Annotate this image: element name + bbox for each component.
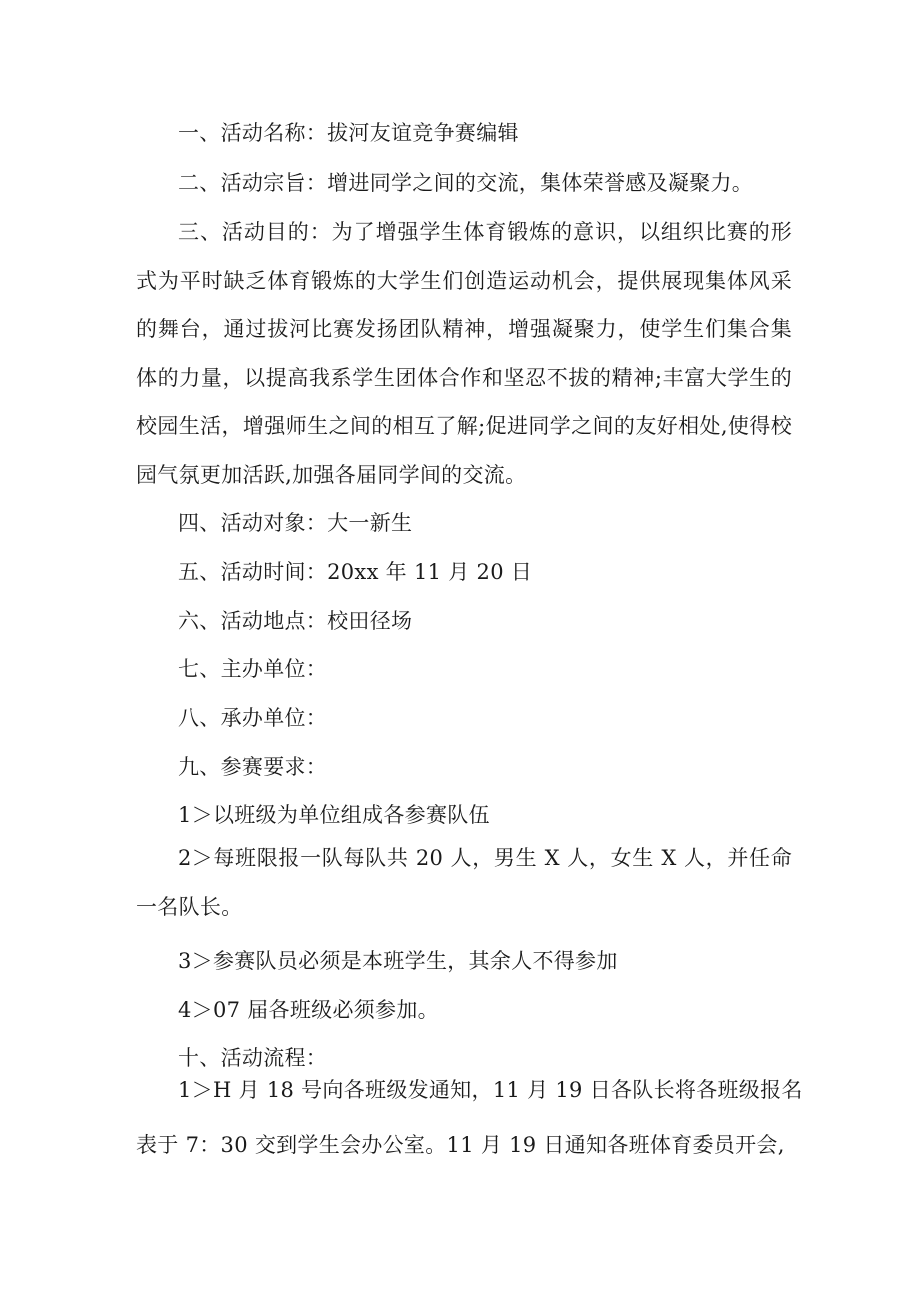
requirement-2: 2＞每班限报一队每队共 20 人，男生 X 人，女生 X 人，并任命一名队长。 xyxy=(136,846,792,919)
process-heading: 十、活动流程： xyxy=(178,1046,328,1070)
process-line-1: 1＞H 月 18 号向各班级发通知，11 月 19 日各队长将各班级报名 xyxy=(178,1078,803,1102)
item-activity-purpose: 三、活动目的：为了增强学生体育锻炼的意识，以组织比赛的形式为平时缺乏体育锻炼的大学生们创造运动机会，提供展现集体风采的舞台，通过拔河比赛发扬团队精神，增强凝聚力，使学生们集合集体的力量，以提高我系学生团体合作和坚忍不拔的精神;丰富大学生的校园生活，增强师生之间的相互了解;促进同学之间的友好相处,使得校园气氛更加活跃,加强各届同学间的交流。 xyxy=(136,220,792,487)
item-organizer: 七、主办单位： xyxy=(178,657,328,681)
item-co-organizer: 八、承办单位： xyxy=(178,706,328,730)
item-activity-target: 四、活动对象：大一新生 xyxy=(178,511,413,535)
requirement-4: 4＞07 届各班级必须参加。 xyxy=(178,998,439,1022)
item-activity-time: 五、活动时间：20xx 年 11 月 20 日 xyxy=(178,560,533,584)
item-requirements-heading: 九、参赛要求： xyxy=(178,755,328,779)
requirement-3: 3＞参赛队员必须是本班学生，其余人不得参加 xyxy=(178,949,618,973)
item-activity-aim: 二、活动宗旨：增进同学之间的交流，集体荣誉感及凝聚力。 xyxy=(178,171,754,195)
process-line-2: 表于 7：30 交到学生会办公室。11 月 19 日通知各班体育委员开会, xyxy=(136,1133,785,1157)
item-activity-location: 六、活动地点：校田径场 xyxy=(178,609,413,633)
item-activity-name: 一、活动名称：拔河友谊竞争赛编辑 xyxy=(178,121,519,145)
requirement-1: 1＞以班级为单位组成各参赛队伍 xyxy=(178,803,490,827)
